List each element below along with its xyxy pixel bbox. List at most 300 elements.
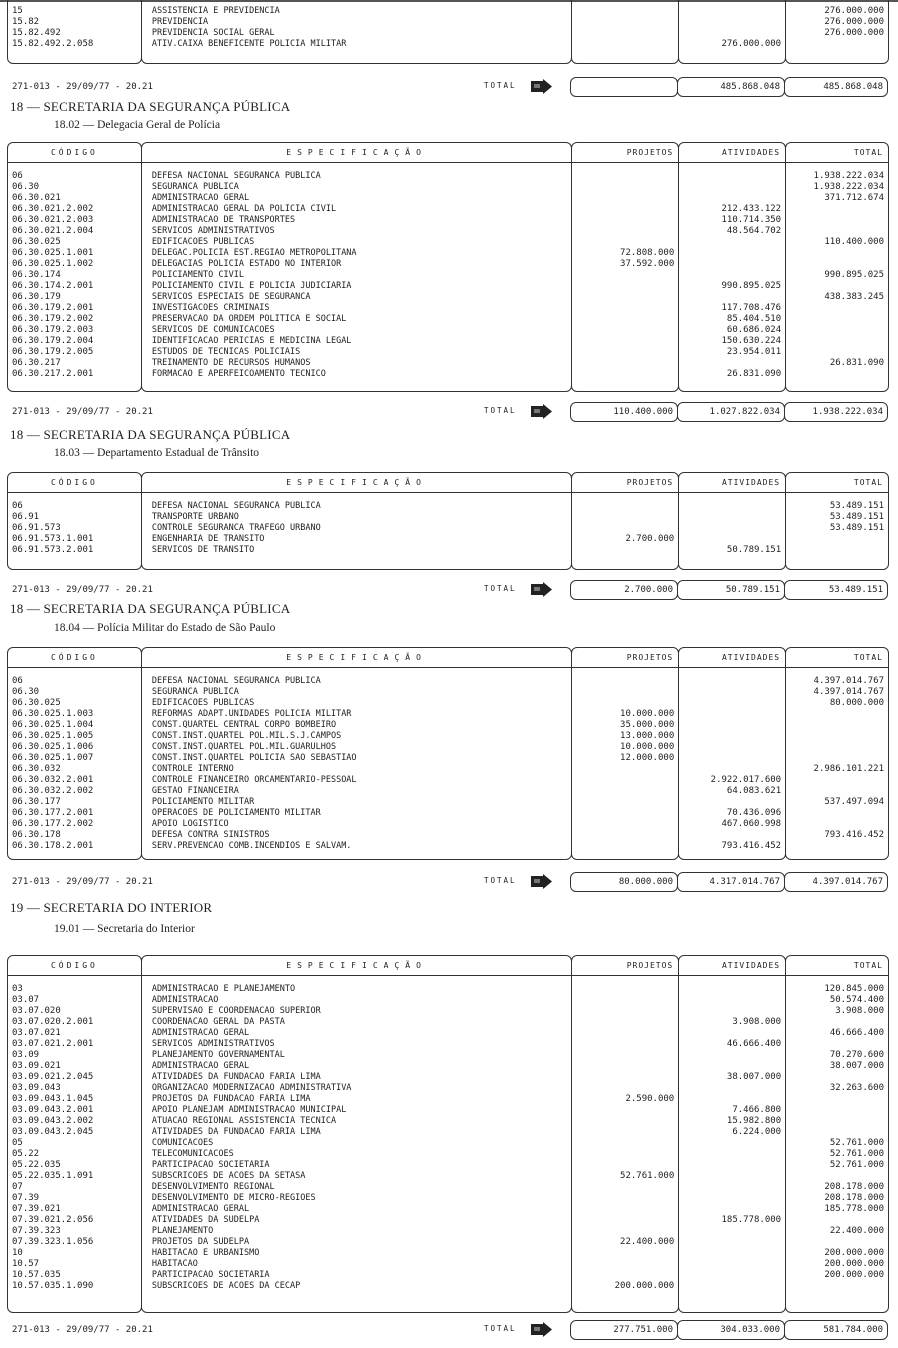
cell-atividades: 46.666.400 [726, 1039, 782, 1049]
cell-codigo: 06.30.179 [12, 292, 61, 302]
cell-projetos [572, 808, 678, 819]
column-codigo [7, 955, 142, 1313]
cell-projetos [572, 1127, 678, 1138]
column-header-total: TOTAL [786, 143, 888, 163]
column-projetos [571, 647, 679, 860]
total-label: TOTAL [484, 584, 517, 593]
cell-especificacao: APOIO PLANEJAM ADMINISTRACAO MUNICIPAL [151, 1105, 347, 1115]
cell-especificacao: PLANEJAMENTO GOVERNAMENTAL [151, 1050, 285, 1060]
column-body [8, 163, 141, 380]
column-header-especificacao: ESPECIFICAÇÃO [142, 956, 572, 976]
print-reference-code: 271-013 - 29/09/77 - 20.21 [12, 407, 153, 417]
cell-especificacao: ADMINISTRACAO GERAL [151, 1028, 250, 1038]
cell-atividades: 38.007.000 [726, 1072, 782, 1082]
cell-codigo: 06.30.179.2.005 [12, 347, 94, 357]
cell-especificacao: DEFESA CONTRA SINISTROS [151, 830, 270, 840]
cell-codigo: 07.39.021 [12, 1204, 61, 1214]
cell-especificacao: IDENTIFICACAO PERICIAS E MEDICINA LEGAL [151, 336, 352, 346]
cell-projetos: 22.400.000 [620, 1237, 675, 1247]
cell-total: 80.000.000 [829, 698, 884, 708]
cell-especificacao: DESENVOLVIMENTO REGIONAL [151, 1182, 275, 1192]
cell-especificacao: ADMINISTRACAO E PLANEJAMENTO [151, 984, 296, 994]
cell-total [786, 841, 888, 852]
cell-codigo: 03.09.021.2.045 [12, 1072, 94, 1082]
cell-total: 52.761.000 [829, 1149, 884, 1159]
section-total-row [0, 1320, 898, 1342]
cell-especificacao: PREVIDENCIA SOCIAL GERAL [151, 28, 275, 38]
cell-atividades [679, 1028, 785, 1039]
cell-total [786, 775, 888, 786]
cell-projetos [572, 369, 678, 380]
cell-codigo: 06.30.178 [12, 830, 61, 840]
cell-codigo: 03.09.043.1.045 [12, 1094, 94, 1104]
cell-total [786, 303, 888, 314]
cell-total [786, 1281, 888, 1292]
cell-atividades: 150.630.224 [721, 336, 782, 346]
cell-projetos [572, 841, 678, 852]
budget-table [8, 955, 889, 1313]
cell-atividades [679, 248, 785, 259]
cell-especificacao: HABITACAO [151, 1259, 198, 1269]
cell-codigo: 03.07.021.2.001 [12, 1039, 94, 1049]
cell-codigo: 05 [12, 1138, 23, 1148]
column-body [8, 976, 141, 1292]
cell-especificacao: INVESTIGACOES CRIMINAIS [151, 303, 270, 313]
cell-total: 438.383.245 [824, 292, 884, 302]
cell-especificacao: ENGENHARIA DE TRANSITO [151, 534, 265, 544]
column-projetos [571, 142, 679, 392]
cell-especificacao: COORDENACAO GERAL DA PASTA [151, 1017, 285, 1027]
cell-projetos [572, 1028, 678, 1039]
cell-projetos [572, 1215, 678, 1226]
cell-atividades [679, 1160, 785, 1171]
cell-projetos [572, 676, 678, 687]
cell-total: 52.761.000 [829, 1160, 884, 1170]
cell-atividades [679, 182, 785, 193]
arrow-right-icon [531, 874, 553, 889]
cell-codigo: 06.30.217.2.001 [12, 369, 94, 379]
cell-especificacao: CONTROLE SEGURANCA TRAFEGO URBANO [151, 523, 321, 533]
column-header-atividades: ATIVIDADES [679, 648, 785, 668]
cell-total: 185.778.000 [824, 1204, 884, 1214]
arrow-right-icon [531, 79, 553, 94]
column-header-total: TOTAL [786, 473, 888, 493]
cell-atividades [679, 709, 785, 720]
cell-especificacao: PROJETOS DA SUDELPA [151, 1237, 250, 1247]
cell-codigo: 05.22.035.1.091 [12, 1171, 94, 1181]
arrow-right-icon [531, 1322, 553, 1337]
cell-projetos [572, 984, 678, 995]
cell-especificacao: PROJETOS DA FUNDACAO FARIA LIMA [151, 1094, 311, 1104]
cell-projetos [572, 1072, 678, 1083]
cell-total: 793.416.452 [824, 830, 884, 840]
cell-codigo: 10.57 [12, 1259, 40, 1269]
column-header-codigo: CÓDIGO [8, 956, 141, 976]
column-atividades [678, 0, 786, 64]
cell-especificacao: ADMINISTRACAO GERAL [151, 193, 250, 203]
cell-especificacao: SERVICOS DE TRANSITO [151, 545, 255, 555]
cell-atividades: 70.436.096 [726, 808, 782, 818]
cell-codigo: 06.30 [12, 687, 40, 697]
cell-projetos [572, 501, 678, 512]
cell-codigo: 06.30.174.2.001 [12, 281, 94, 291]
cell-especificacao: COMUNICACOES [151, 1138, 214, 1148]
cell-projetos: 200.000.000 [614, 1281, 675, 1291]
cell-atividades [679, 512, 785, 523]
column-header-total: TOTAL [786, 956, 888, 976]
cell-total: 110.400.000 [824, 237, 884, 247]
cell-codigo: 06.30.021.2.002 [12, 204, 94, 214]
cell-projetos [572, 39, 678, 50]
cell-especificacao: ATIVIDADES DA FUNDACAO FARIA LIMA [151, 1072, 321, 1082]
budget-table [8, 647, 889, 860]
cell-codigo: 15.82.492 [12, 28, 61, 38]
cell-total [786, 1072, 888, 1083]
cell-total [786, 1039, 888, 1050]
column-body [679, 0, 785, 50]
section-heading: 19 — SECRETARIA DO INTERIOR [10, 900, 213, 915]
cell-atividades: 2.922.017.600 [710, 775, 782, 785]
cell-especificacao: ADMINISTRACAO DE TRANSPORTES [151, 215, 296, 225]
cell-codigo: 03 [12, 984, 23, 994]
cell-atividades [679, 358, 785, 369]
total-geral: 53.489.151 [784, 580, 888, 600]
cell-total: 537.497.094 [824, 797, 884, 807]
cell-codigo: 06.30.021.2.003 [12, 215, 94, 225]
budget-table [8, 142, 889, 392]
cell-atividades [679, 534, 785, 545]
cell-total [786, 204, 888, 215]
cell-projetos [572, 237, 678, 248]
cell-especificacao: REFORMAS ADAPT.UNIDADES POLICIA MILITAR [151, 709, 352, 719]
cell-total [786, 325, 888, 336]
total-geral: 1.938.222.034 [784, 402, 888, 422]
cell-total: 276.000.000 [824, 6, 884, 16]
cell-total: 208.178.000 [824, 1193, 884, 1203]
cell-total [786, 248, 888, 259]
cell-especificacao: PARTICIPACAO SOCIETARIA [151, 1270, 270, 1280]
cell-total: 22.400.000 [829, 1226, 884, 1236]
cell-projetos [572, 6, 678, 17]
cell-especificacao: POLICIAMENTO CIVIL [151, 270, 244, 280]
cell-codigo: 05.22.035 [12, 1160, 61, 1170]
cell-projetos [572, 28, 678, 39]
cell-atividades [679, 1248, 785, 1259]
section-heading: 18 — SECRETARIA DA SEGURANÇA PÚBLICA [10, 99, 291, 114]
cell-projetos [572, 775, 678, 786]
cell-atividades [679, 984, 785, 995]
cell-codigo: 10.57.035 [12, 1270, 61, 1280]
cell-projetos: 2.590.000 [625, 1094, 675, 1104]
column-body [8, 0, 141, 50]
cell-atividades [679, 1270, 785, 1281]
cell-atividades: 467.060.998 [721, 819, 782, 829]
section-heading: 18 — SECRETARIA DA SEGURANÇA PÚBLICA [10, 427, 291, 442]
column-header-atividades: ATIVIDADES [679, 143, 785, 163]
cell-atividades [679, 995, 785, 1006]
cell-total: 120.845.000 [824, 984, 884, 994]
cell-codigo: 06.30.025 [12, 698, 61, 708]
arrow-right-icon [531, 582, 553, 597]
column-especificacao [141, 955, 573, 1313]
cell-codigo: 06.30.177 [12, 797, 61, 807]
cell-projetos [572, 226, 678, 237]
cell-atividades [679, 17, 785, 28]
cell-atividades [679, 292, 785, 303]
section-heading: 18 — SECRETARIA DA SEGURANÇA PÚBLICA [10, 601, 291, 616]
cell-atividades [679, 237, 785, 248]
column-especificacao [141, 472, 573, 570]
cell-codigo: 06.91 [12, 512, 40, 522]
cell-atividades [679, 270, 785, 281]
cell-total: 52.761.000 [829, 1138, 884, 1148]
cell-total [786, 1017, 888, 1028]
column-atividades [678, 472, 786, 570]
cell-codigo: 06.30.032 [12, 764, 61, 774]
cell-total: 3.908.000 [835, 1006, 884, 1016]
cell-total: 200.000.000 [824, 1259, 884, 1269]
cell-codigo: 15 [12, 6, 23, 16]
column-especificacao [141, 647, 573, 860]
cell-projetos: 72.808.000 [620, 248, 675, 258]
cell-projetos [572, 819, 678, 830]
cell-atividades [679, 1281, 785, 1292]
column-codigo [7, 647, 142, 860]
cell-especificacao: TRANSPORTE URBANO [151, 512, 239, 522]
cell-especificacao: SUPERVISAO E COORDENACAO SUPERIOR [151, 1006, 321, 1016]
cell-total: 371.712.674 [824, 193, 884, 203]
cell-especificacao: CONST.QUARTEL CENTRAL CORPO BOMBEIRO [151, 720, 337, 730]
cell-especificacao: HABITACAO E URBANISMO [151, 1248, 260, 1258]
cell-atividades [679, 1226, 785, 1237]
section-total-row [0, 402, 898, 424]
column-body [786, 163, 888, 380]
cell-total: 53.489.151 [829, 523, 884, 533]
cell-especificacao: ESTUDOS DE TECNICAS POLICIAIS [151, 347, 301, 357]
column-header-codigo: CÓDIGO [8, 648, 141, 668]
cell-projetos [572, 204, 678, 215]
cell-especificacao: SERVICOS ADMINISTRATIVOS [151, 1039, 275, 1049]
cell-codigo: 06.30.025.1.006 [12, 742, 94, 752]
cell-total: 990.895.025 [824, 270, 884, 280]
cell-especificacao: DEFESA NACIONAL SEGURANCA PUBLICA [151, 171, 321, 181]
cell-atividades [679, 764, 785, 775]
cell-codigo: 07.39.323.1.056 [12, 1237, 94, 1247]
cell-codigo: 06.30.025.1.002 [12, 259, 94, 269]
cell-atividades: 793.416.452 [721, 841, 782, 851]
column-body [142, 163, 572, 380]
cell-total [786, 259, 888, 270]
cell-projetos [572, 1138, 678, 1149]
cell-especificacao: SEGURANCA PUBLICA [151, 182, 239, 192]
cell-codigo: 06.30.174 [12, 270, 61, 280]
print-reference-code: 271-013 - 29/09/77 - 20.21 [12, 1325, 153, 1335]
cell-codigo: 06.30.021.2.004 [12, 226, 94, 236]
cell-codigo: 06.91.573.2.001 [12, 545, 94, 555]
cell-atividades [679, 1083, 785, 1094]
cell-projetos [572, 687, 678, 698]
cell-codigo: 15.82.492.2.058 [12, 39, 94, 49]
cell-especificacao: DESENVOLVIMENTO DE MICRO-REGIOES [151, 1193, 316, 1203]
cell-especificacao: ADMINISTRACAO GERAL [151, 1061, 250, 1071]
column-codigo [7, 142, 142, 392]
cell-projetos [572, 1039, 678, 1050]
cell-especificacao: CONST.INST.QUARTEL POLICIA SAO SEBASTIAO [151, 753, 357, 763]
cell-codigo: 06.30.179.2.004 [12, 336, 94, 346]
cell-atividades: 48.564.702 [726, 226, 782, 236]
column-codigo [7, 0, 142, 64]
cell-total: 208.178.000 [824, 1182, 884, 1192]
cell-total [786, 314, 888, 325]
cell-especificacao: POLICIAMENTO CIVIL E POLICIA JUDICIARIA [151, 281, 352, 291]
cell-especificacao: CONTROLE INTERNO [151, 764, 234, 774]
cell-especificacao: ADMINISTRACAO GERAL DA POLICIA CIVIL [151, 204, 337, 214]
cell-atividades: 185.778.000 [721, 1215, 782, 1225]
column-body [786, 976, 888, 1292]
cell-atividades: 990.895.025 [721, 281, 782, 291]
cell-projetos: 2.700.000 [625, 534, 675, 544]
budget-table [8, 0, 889, 64]
cell-especificacao: PARTICIPACAO SOCIETARIA [151, 1160, 270, 1170]
cell-atividades [679, 28, 785, 39]
cell-projetos [572, 325, 678, 336]
total-geral: 581.784.000 [784, 1320, 888, 1340]
total-geral: 4.397.014.767 [784, 872, 888, 892]
cell-total [786, 281, 888, 292]
total-projetos [570, 77, 678, 97]
column-body [142, 976, 572, 1292]
cell-especificacao: SERV.PREVENCAO COMB.INCENDIOS E SALVAM. [151, 841, 352, 851]
cell-atividades [679, 1149, 785, 1160]
cell-projetos [572, 1061, 678, 1072]
column-total [785, 647, 889, 860]
cell-total: 200.000.000 [824, 1270, 884, 1280]
cell-atividades: 6.224.000 [732, 1127, 782, 1137]
column-projetos [571, 955, 679, 1313]
cell-atividades: 117.708.476 [721, 303, 782, 313]
column-header-projetos: PROJETOS [572, 956, 678, 976]
cell-projetos: 10.000.000 [620, 742, 675, 752]
cell-total [786, 709, 888, 720]
cell-codigo: 07 [12, 1182, 23, 1192]
cell-atividades [679, 1050, 785, 1061]
cell-projetos [572, 303, 678, 314]
cell-codigo: 03.09.043.2.002 [12, 1116, 94, 1126]
column-body [8, 668, 141, 852]
cell-codigo: 06.30.179.2.003 [12, 325, 94, 335]
cell-codigo: 06.30 [12, 182, 40, 192]
cell-projetos [572, 545, 678, 556]
cell-atividades: 85.404.510 [726, 314, 782, 324]
cell-atividades: 50.789.151 [726, 545, 782, 555]
cell-total [786, 1105, 888, 1116]
cell-projetos [572, 270, 678, 281]
column-atividades [678, 142, 786, 392]
total-label: TOTAL [484, 406, 517, 415]
column-header-especificacao: ESPECIFICAÇÃO [142, 648, 572, 668]
cell-atividades: 60.686.024 [726, 325, 782, 335]
cell-codigo: 06 [12, 501, 23, 511]
cell-atividades: 276.000.000 [721, 39, 782, 49]
column-header-projetos: PROJETOS [572, 473, 678, 493]
cell-especificacao: SERVICOS DE COMUNICACOES [151, 325, 275, 335]
column-body [679, 493, 785, 556]
cell-atividades [679, 698, 785, 709]
cell-codigo: 10.57.035.1.090 [12, 1281, 94, 1291]
cell-especificacao: CONST.INST.QUARTEL POL.MIL.S.J.CAMPOS [151, 731, 342, 741]
print-reference-code: 271-013 - 29/09/77 - 20.21 [12, 82, 153, 92]
cell-projetos [572, 1083, 678, 1094]
print-reference-code: 271-013 - 29/09/77 - 20.21 [12, 877, 153, 887]
cell-atividades [679, 742, 785, 753]
cell-total [786, 1237, 888, 1248]
cell-especificacao: DEFESA NACIONAL SEGURANCA PUBLICA [151, 676, 321, 686]
cell-codigo: 03.09.043.2.001 [12, 1105, 94, 1115]
cell-atividades: 110.714.350 [721, 215, 782, 225]
cell-total [786, 347, 888, 358]
column-body [786, 0, 888, 50]
cell-atividades: 7.466.800 [732, 1105, 782, 1115]
column-header-especificacao: ESPECIFICAÇÃO [142, 473, 572, 493]
cell-especificacao: POLICIAMENTO MILITAR [151, 797, 255, 807]
cell-atividades [679, 676, 785, 687]
cell-projetos [572, 314, 678, 325]
cell-codigo: 07.39.021.2.056 [12, 1215, 94, 1225]
cell-codigo: 06 [12, 171, 23, 181]
column-header-codigo: CÓDIGO [8, 143, 141, 163]
cell-projetos [572, 797, 678, 808]
cell-codigo: 06 [12, 676, 23, 686]
column-header-atividades: ATIVIDADES [679, 473, 785, 493]
column-total [785, 142, 889, 392]
cell-total [786, 808, 888, 819]
cell-projetos [572, 1248, 678, 1259]
cell-especificacao: SEGURANCA PUBLICA [151, 687, 239, 697]
column-projetos [571, 0, 679, 64]
cell-total: 4.397.014.767 [813, 687, 884, 697]
cell-total [786, 545, 888, 556]
cell-projetos [572, 1204, 678, 1215]
arrow-right-icon [531, 404, 553, 419]
cell-projetos [572, 1050, 678, 1061]
column-body [679, 163, 785, 380]
column-especificacao [141, 142, 573, 392]
cell-atividades [679, 1171, 785, 1182]
cell-codigo: 06.91.573.1.001 [12, 534, 94, 544]
cell-especificacao: ADMINISTRACAO GERAL [151, 1204, 250, 1214]
column-header-atividades: ATIVIDADES [679, 956, 785, 976]
cell-projetos [572, 512, 678, 523]
cell-total [786, 742, 888, 753]
cell-atividades [679, 1237, 785, 1248]
cell-codigo: 06.30.032.2.001 [12, 775, 94, 785]
cell-total: 32.263.600 [829, 1083, 884, 1093]
cell-atividades [679, 731, 785, 742]
cell-total [786, 731, 888, 742]
column-header-projetos: PROJETOS [572, 648, 678, 668]
cell-total [786, 1094, 888, 1105]
print-reference-code: 271-013 - 29/09/77 - 20.21 [12, 585, 153, 595]
cell-projetos: 10.000.000 [620, 709, 675, 719]
total-atividades: 50.789.151 [677, 580, 785, 600]
cell-total [786, 369, 888, 380]
cell-codigo: 06.30.025.1.003 [12, 709, 94, 719]
cell-atividades [679, 720, 785, 731]
cell-atividades [679, 1006, 785, 1017]
cell-projetos [572, 1259, 678, 1270]
cell-total: 70.270.600 [829, 1050, 884, 1060]
cell-codigo: 03.09.021 [12, 1061, 61, 1071]
